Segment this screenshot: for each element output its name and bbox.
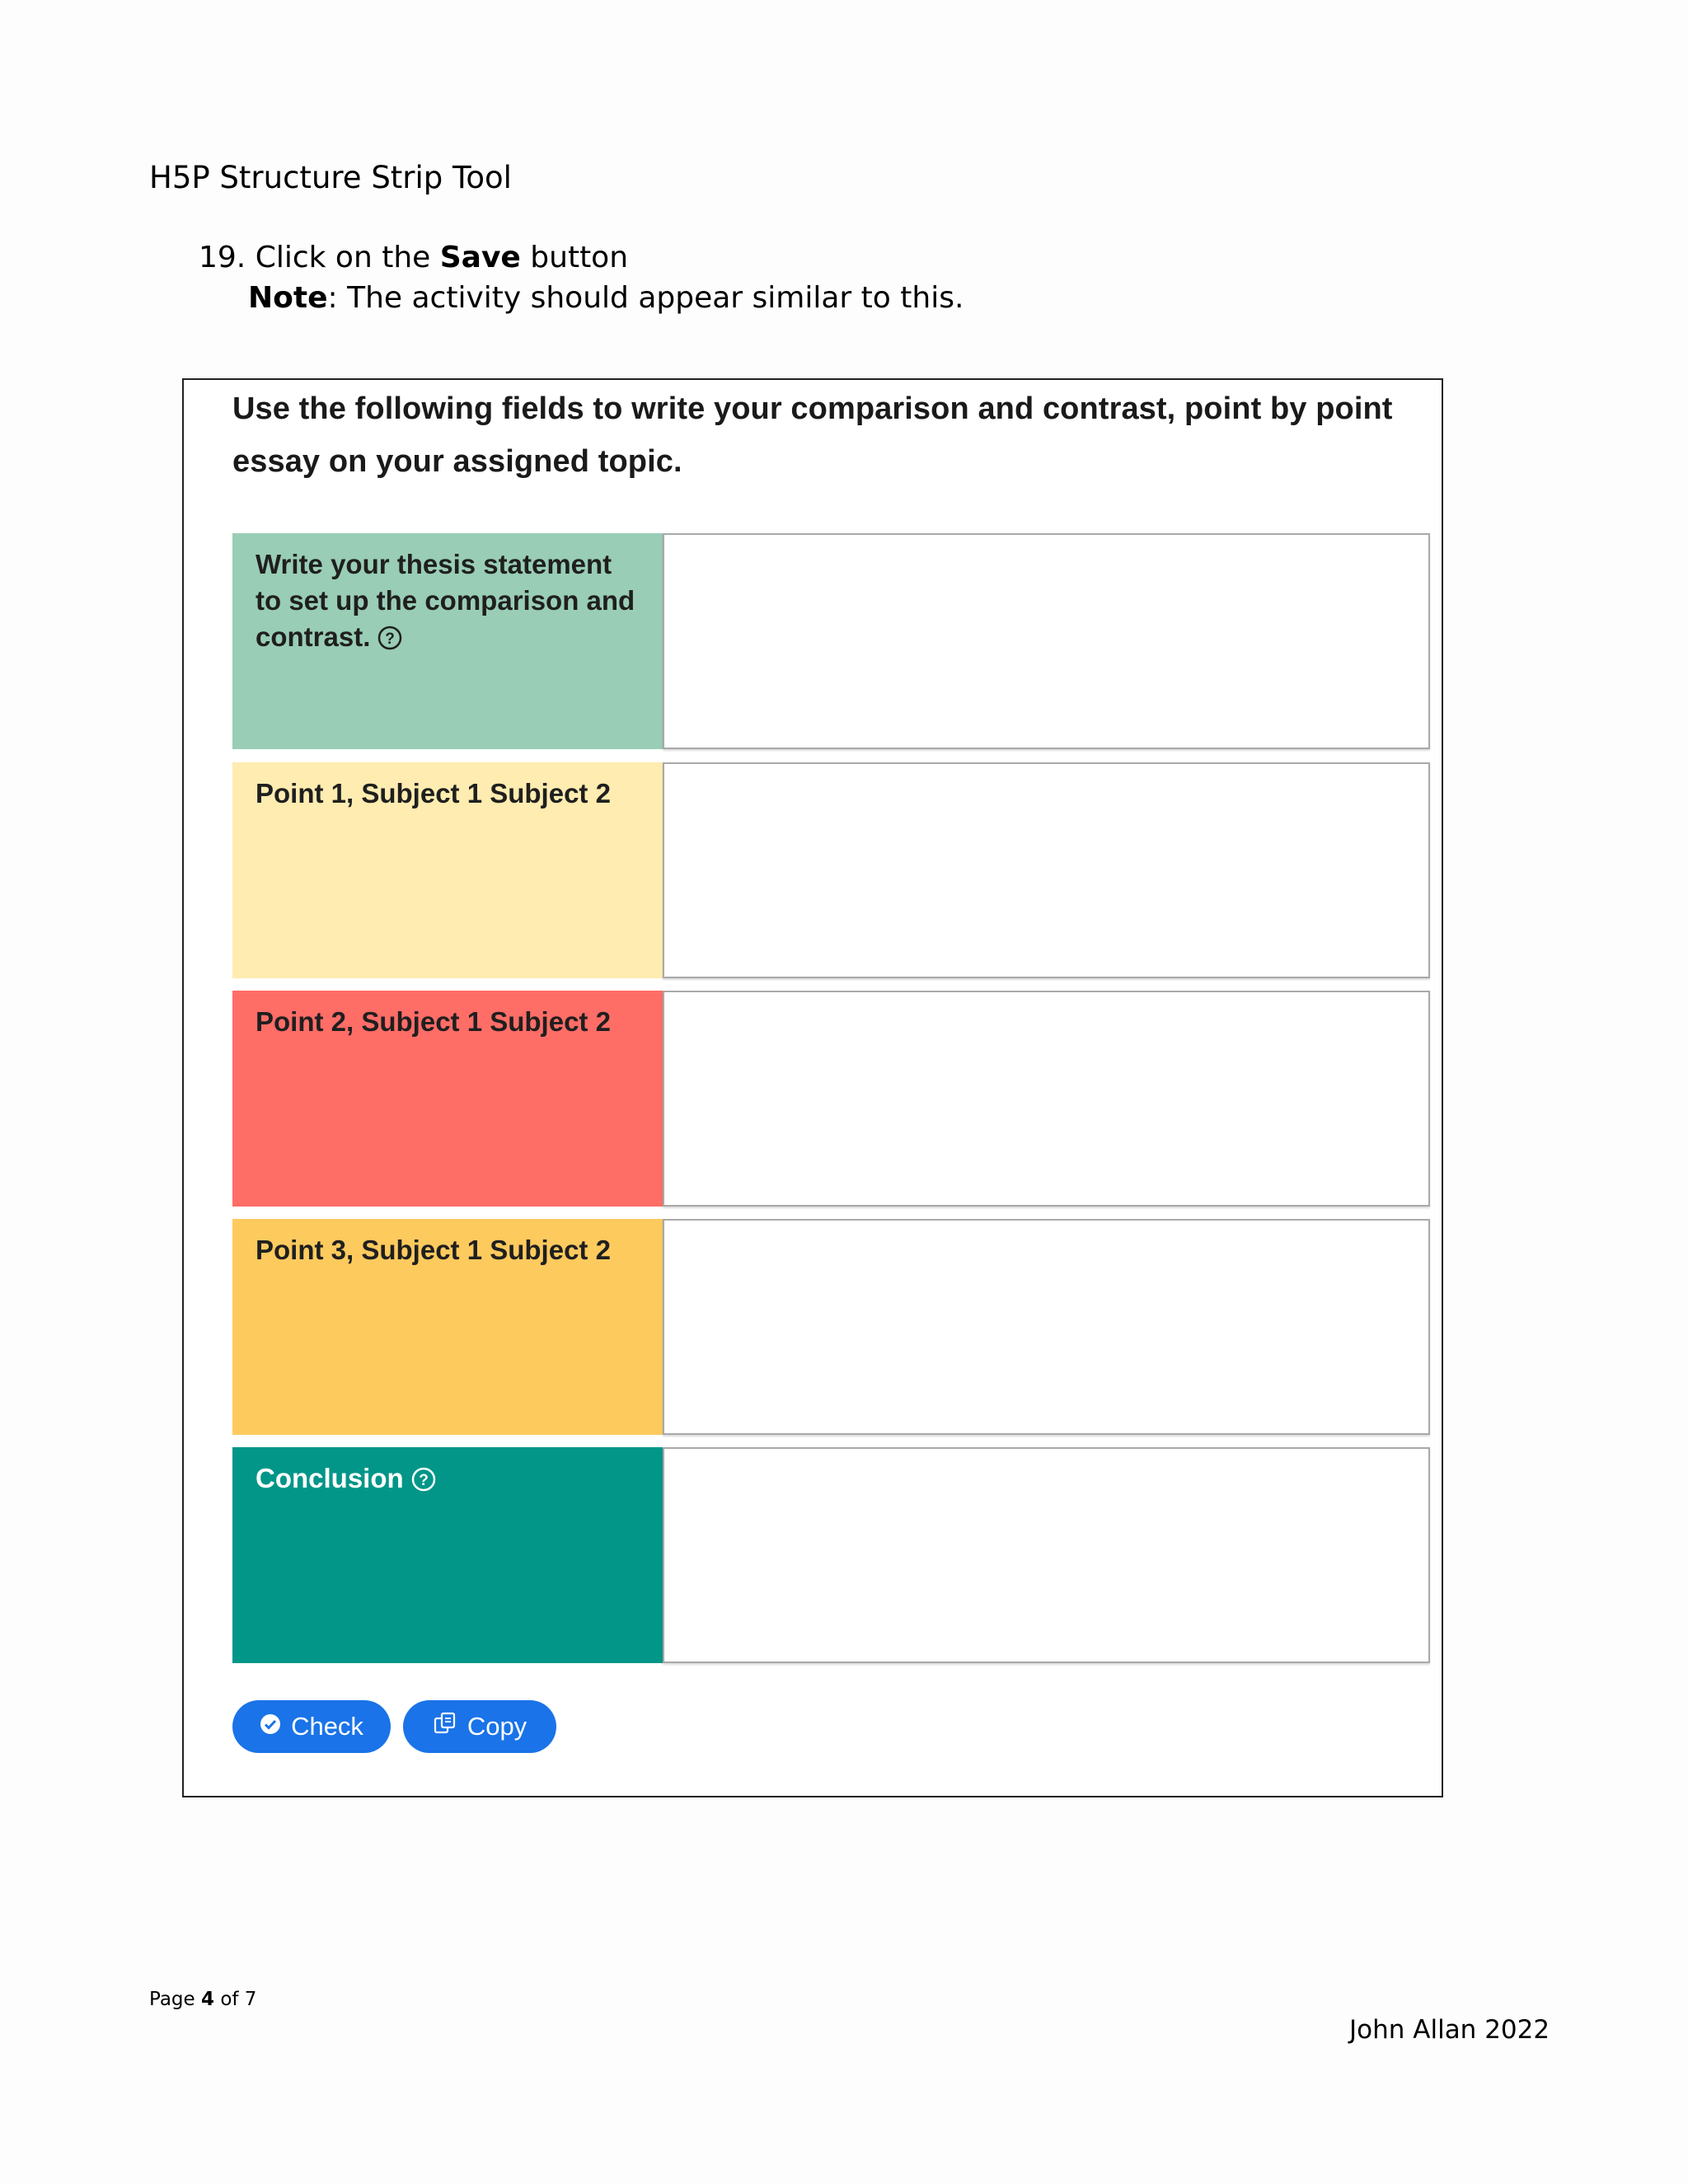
- step-text: 19. Click on the: [199, 241, 440, 274]
- strip-label-text: Point 1, Subject 1 Subject 2: [256, 778, 611, 808]
- strip-label-thesis: [232, 533, 664, 749]
- point-2-input[interactable]: [663, 991, 1430, 1207]
- strip-label-text: Conclusion: [256, 1463, 404, 1493]
- author-footer: John Allan 2022: [1349, 2015, 1550, 2045]
- strip-label-point-1: [232, 762, 664, 978]
- note-text: : The activity should appear similar to this.: [327, 281, 964, 315]
- page-suffix: of 7: [214, 1989, 257, 2010]
- strip-label-point-3: [232, 1219, 664, 1435]
- copy-button[interactable]: [403, 1700, 556, 1753]
- thesis-input[interactable]: [663, 533, 1430, 749]
- strip-row-thesis: [232, 533, 1430, 749]
- note-label: Note: [248, 281, 328, 315]
- point-1-input[interactable]: [663, 762, 1430, 978]
- check-button[interactable]: [232, 1700, 391, 1753]
- check-circle-icon: [260, 1712, 281, 1741]
- strip-row-point-1: [232, 762, 1430, 978]
- strip-row-point-2: [232, 991, 1430, 1207]
- strip-label-text: Write your thesis statement to set up the comparison and contrast.: [256, 549, 635, 652]
- copy-button-label: Copy: [467, 1712, 528, 1741]
- copy-icon: [433, 1711, 457, 1742]
- instruction-step: [199, 241, 628, 274]
- page-prefix: Page: [149, 1989, 201, 2010]
- step-bold-text: Save: [439, 241, 521, 274]
- strip-label-point-2: [232, 991, 664, 1207]
- instruction-note: [248, 281, 964, 315]
- check-button-label: Check: [291, 1712, 363, 1741]
- strip-label-conclusion: [232, 1447, 664, 1663]
- activity-intro: Use the following fields to write your comparison and contrast, point by point essay on your assigned topic.: [232, 391, 1393, 479]
- page-current: 4: [201, 1989, 215, 2010]
- svg-text:?: ?: [418, 1472, 429, 1489]
- strip-row-point-3: [232, 1219, 1430, 1435]
- step-suffix-text: button: [520, 241, 629, 274]
- question-circle-icon[interactable]: [410, 1465, 437, 1502]
- strip-row-conclusion: [232, 1447, 1430, 1663]
- svg-text:?: ?: [385, 630, 396, 648]
- strip-label-text: Point 3, Subject 1 Subject 2: [256, 1235, 611, 1265]
- strip-label-text: Point 2, Subject 1 Subject 2: [256, 1006, 611, 1037]
- question-circle-icon[interactable]: [377, 624, 403, 660]
- document-header: H5P Structure Strip Tool: [149, 160, 512, 195]
- page-number: [149, 1989, 256, 2010]
- conclusion-input[interactable]: [663, 1447, 1430, 1663]
- point-3-input[interactable]: [663, 1219, 1430, 1435]
